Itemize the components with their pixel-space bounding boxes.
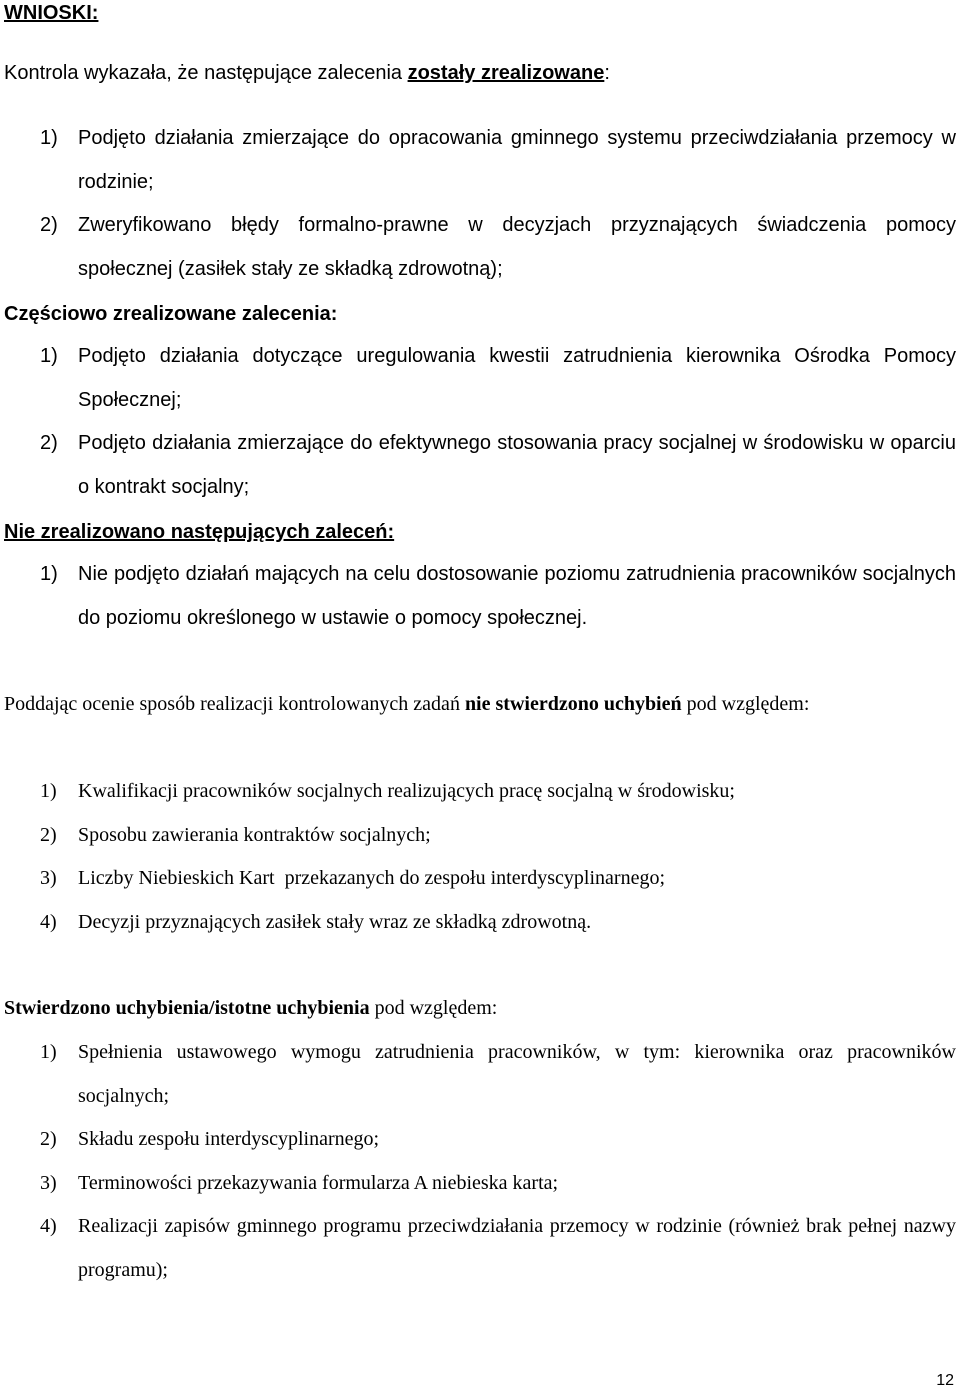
partial-list <box>40 335 956 509</box>
not-realized-heading: Nie zrealizowano następujących zaleceń: <box>4 521 395 543</box>
conclusions-heading: WNIOSKI: <box>4 2 99 24</box>
item-text: Podjęto działania dotyczące uregulowania kwestii zatrudnienia kierownika Ośrodka Pomocy Społecznej; <box>78 345 956 411</box>
issues-paragraph <box>4 987 956 1031</box>
realized-list <box>40 117 956 291</box>
list-item <box>40 1205 956 1292</box>
assessment-paragraph <box>4 683 956 727</box>
intro-colon: : <box>604 62 610 84</box>
item-number: 2) <box>40 1128 57 1150</box>
item-text: Realizacji zapisów gminnego programu przeciwdziałania przemocy w rodzinie (również brak pełnej nazwy programu); <box>78 1215 956 1281</box>
no-issues-list <box>40 770 956 944</box>
list-item <box>40 770 956 814</box>
item-text: Spełnienia ustawowego wymogu zatrudnienia pracowników, w tym: kierownika oraz pracowników socjalnych; <box>78 1041 956 1107</box>
item-number: 2) <box>40 432 58 454</box>
item-text: Terminowości przekazywania formularza A niebieska karta; <box>78 1171 559 1194</box>
item-number: 1) <box>40 345 58 367</box>
item-number: 4) <box>40 910 57 933</box>
item-number: 1) <box>40 127 58 149</box>
item-text: Liczby Niebieskich Kart przekazanych do zespołu interdyscyplinarnego; <box>78 867 666 889</box>
intro-text: Kontrola wykazała, że następujące zalecenia <box>4 62 408 84</box>
item-number: 2) <box>40 823 57 846</box>
issues-list <box>40 1031 956 1292</box>
list-item <box>40 1031 956 1118</box>
item-number: 1) <box>40 780 57 802</box>
item-text: Nie podjęto działań mających na celu dostosowanie poziomu zatrudnienia pracowników socjalnych do poziomu określonego w ustawie o pomocy społecznej. <box>78 563 956 629</box>
item-number: 2) <box>40 214 58 236</box>
assessment-text: Poddając ocenie sposób realizacji kontrolowanych zadań <box>4 693 465 715</box>
list-item <box>40 553 956 640</box>
issues-tail: pod względem: <box>369 997 498 1019</box>
item-text: Sposobu zawierania kontraktów socjalnych; <box>78 823 431 846</box>
assessment-tail: pod względem: <box>681 693 810 715</box>
item-text: Zweryfikowano błędy formalno-prawne w decyzjach przyznających świadczenia pomocy społecznej (zasiłek stały ze składką zdrowotną); <box>78 214 956 280</box>
issues-emphasis: Stwierdzono uchybienia/istotne uchybienia <box>4 997 370 1019</box>
page-number: 12 <box>936 1372 954 1389</box>
list-item <box>40 1118 956 1162</box>
list-item <box>40 814 956 858</box>
list-item <box>40 335 956 422</box>
partial-heading: Częściowo zrealizowane zalecenia: <box>4 303 338 325</box>
list-item <box>40 857 956 901</box>
assessment-emphasis: nie stwierdzono uchybień <box>464 693 682 715</box>
item-number: 1) <box>40 563 58 585</box>
item-text: Kwalifikacji pracowników socjalnych realizujących pracę socjalną w środowisku; <box>78 780 735 802</box>
item-number: 3) <box>40 867 57 889</box>
list-item <box>40 204 956 291</box>
list-item <box>40 1162 956 1206</box>
intro-paragraph <box>4 52 956 96</box>
list-item <box>40 422 956 509</box>
item-text: Składu zespołu interdyscyplinarnego; <box>78 1128 380 1150</box>
list-item <box>40 117 956 204</box>
not-realized-list <box>40 553 956 640</box>
item-number: 1) <box>40 1041 57 1063</box>
item-text: Decyzji przyznających zasiłek stały wraz ze składką zdrowotną. <box>78 910 592 933</box>
item-text: Podjęto działania zmierzające do efektywnego stosowania pracy socjalnej w środowisku w oparciu o kontrakt socjalny; <box>78 432 956 498</box>
list-item <box>40 901 956 945</box>
intro-emphasis: zostały zrealizowane <box>407 62 605 84</box>
item-number: 4) <box>40 1215 57 1237</box>
item-text: Podjęto działania zmierzające do opracowania gminnego systemu przeciwdziałania przemocy w rodzinie; <box>78 127 956 193</box>
item-number: 3) <box>40 1171 57 1194</box>
